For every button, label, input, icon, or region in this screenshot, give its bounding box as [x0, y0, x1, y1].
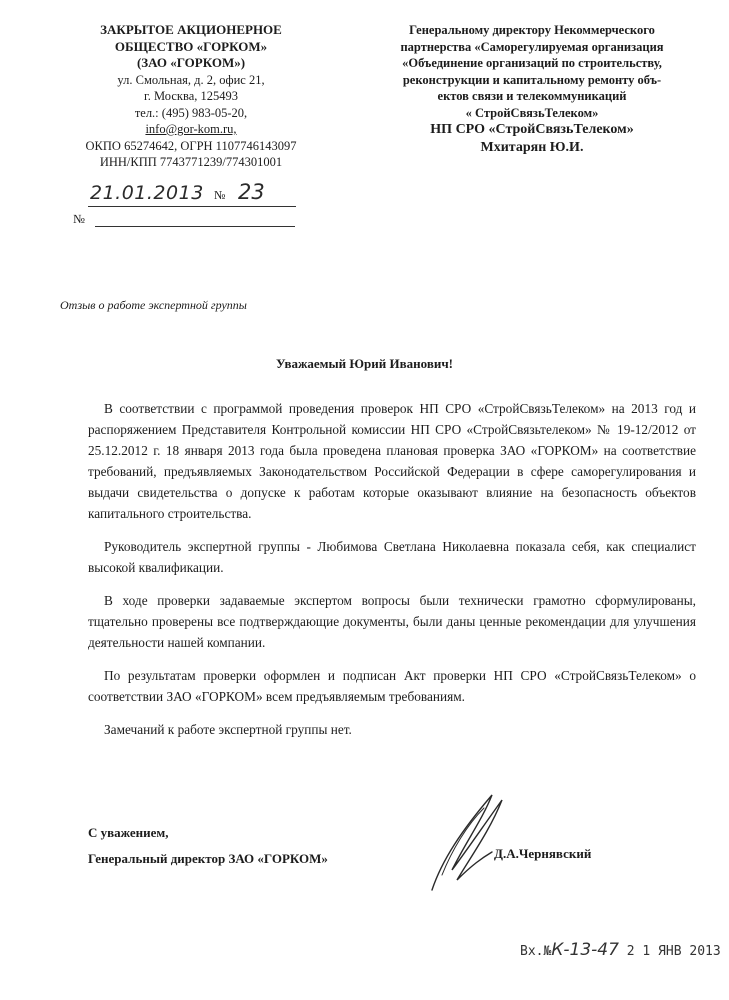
sender-address2: г. Москва, 125493: [144, 89, 238, 103]
sender-inn: ИНН/КПП 7743771239/774301001: [99, 155, 283, 169]
paragraph-4: По результатам проверки оформлен и подписан Акт проверки НП СРО «СтройСвязьТелеком» о соответствии ЗАО «ГОРКОМ» всем предъявляемым требованиям.: [88, 668, 696, 704]
recipient-line5: ектов связи и телекоммуникаций: [437, 89, 627, 103]
sender-line3: (ЗАО «ГОРКОМ»): [136, 55, 246, 70]
incoming-stamp: [520, 940, 721, 960]
outgoing-number: 23: [238, 180, 265, 204]
letter-body: [88, 398, 696, 752]
paragraph-2: Руководитель экспертной группы - Любимова Светлана Николаевна показала себя, как специалист высокой квалификации.: [88, 539, 696, 575]
sender-okpo: ОКПО 65274642, ОГРН 1107746143097: [85, 138, 297, 153]
recipient-line2: партнерства «Саморегулируемая организация: [400, 39, 664, 54]
incoming-date: 2 1 ЯНВ 2013: [626, 944, 721, 959]
reference-underline: [95, 226, 295, 227]
outgoing-number-label: №: [214, 188, 226, 202]
outgoing-date-row: [88, 182, 298, 208]
date-underline: [88, 206, 296, 207]
sender-line2: ОБЩЕСТВО «ГОРКОМ»: [114, 38, 268, 54]
salutation: Уважаемый Юрий Иванович!: [275, 356, 453, 371]
recipient-line3: «Объединение организаций по строительству,: [402, 56, 662, 70]
paragraph-3: В ходе проверки задаваемые экспертом вопросы были технически грамотно сформулированы, тщательно проверены все подтверждающие документы, были даны ценные рекомендации для улучшения деятельности нашей компании.: [88, 593, 696, 650]
outgoing-date: 21.01.2013: [90, 182, 204, 204]
sender-line1: ЗАКРЫТОЕ АКЦИОНЕРНОЕ: [100, 22, 282, 37]
subject-line: Отзыв о работе экспертной группы: [60, 298, 247, 312]
sender-phone: тел.: (495) 983-05-20,: [134, 105, 248, 120]
recipient-line7: НП СРО «СтройСвязьТелеком»: [430, 122, 634, 137]
paragraph-5: Замечаний к работе экспертной группы нет.: [104, 722, 352, 737]
closing-block: [88, 820, 328, 872]
sender-email-link[interactable]: info@gor-kom.ru,: [145, 122, 237, 136]
closing-position: Генеральный директор ЗАО «ГОРКОМ»: [88, 851, 328, 866]
incoming-label: Вх.№: [520, 944, 552, 959]
signature-image: [412, 780, 522, 900]
reference-label: №: [73, 212, 85, 226]
recipient-line8: Мхитарян Ю.И.: [480, 140, 584, 155]
recipient-line6: « СтройСвязьТелеком»: [465, 105, 599, 120]
signatory-name: Д.А.Чернявский: [494, 846, 592, 861]
paragraph-1: В соответствии с программой проведения проверок НП СРО «СтройСвязьТелеком» на 2013 год и распоряжением Представителя Контрольной комиссии НП СРО «СтройСвязьтелеком» № 19-12/2012 от 25.12.2012 г. 18 января 2013 года была проведена плановая проверка ЗАО «ГОРКОМ» на соответствие требований, предъявляемых Законодательством Российской Федерации в сфере саморегулирования и выдачи свидетельства о допуске к работам которые оказывают влияние на безопасность объектов капитального строительства.: [88, 401, 696, 521]
sender-block: [60, 22, 322, 171]
sender-address1: ул. Смольная, д. 2, офис 21,: [117, 72, 265, 87]
reference-row: [73, 212, 298, 232]
incoming-number: К-13-47: [551, 940, 619, 960]
closing-regards: С уважением,: [88, 825, 169, 840]
recipient-block: [362, 22, 702, 157]
recipient-line4: реконструкции и капитальному ремонту объ-: [402, 72, 662, 87]
recipient-line1: Генеральному директору Некоммерческого: [409, 23, 655, 37]
